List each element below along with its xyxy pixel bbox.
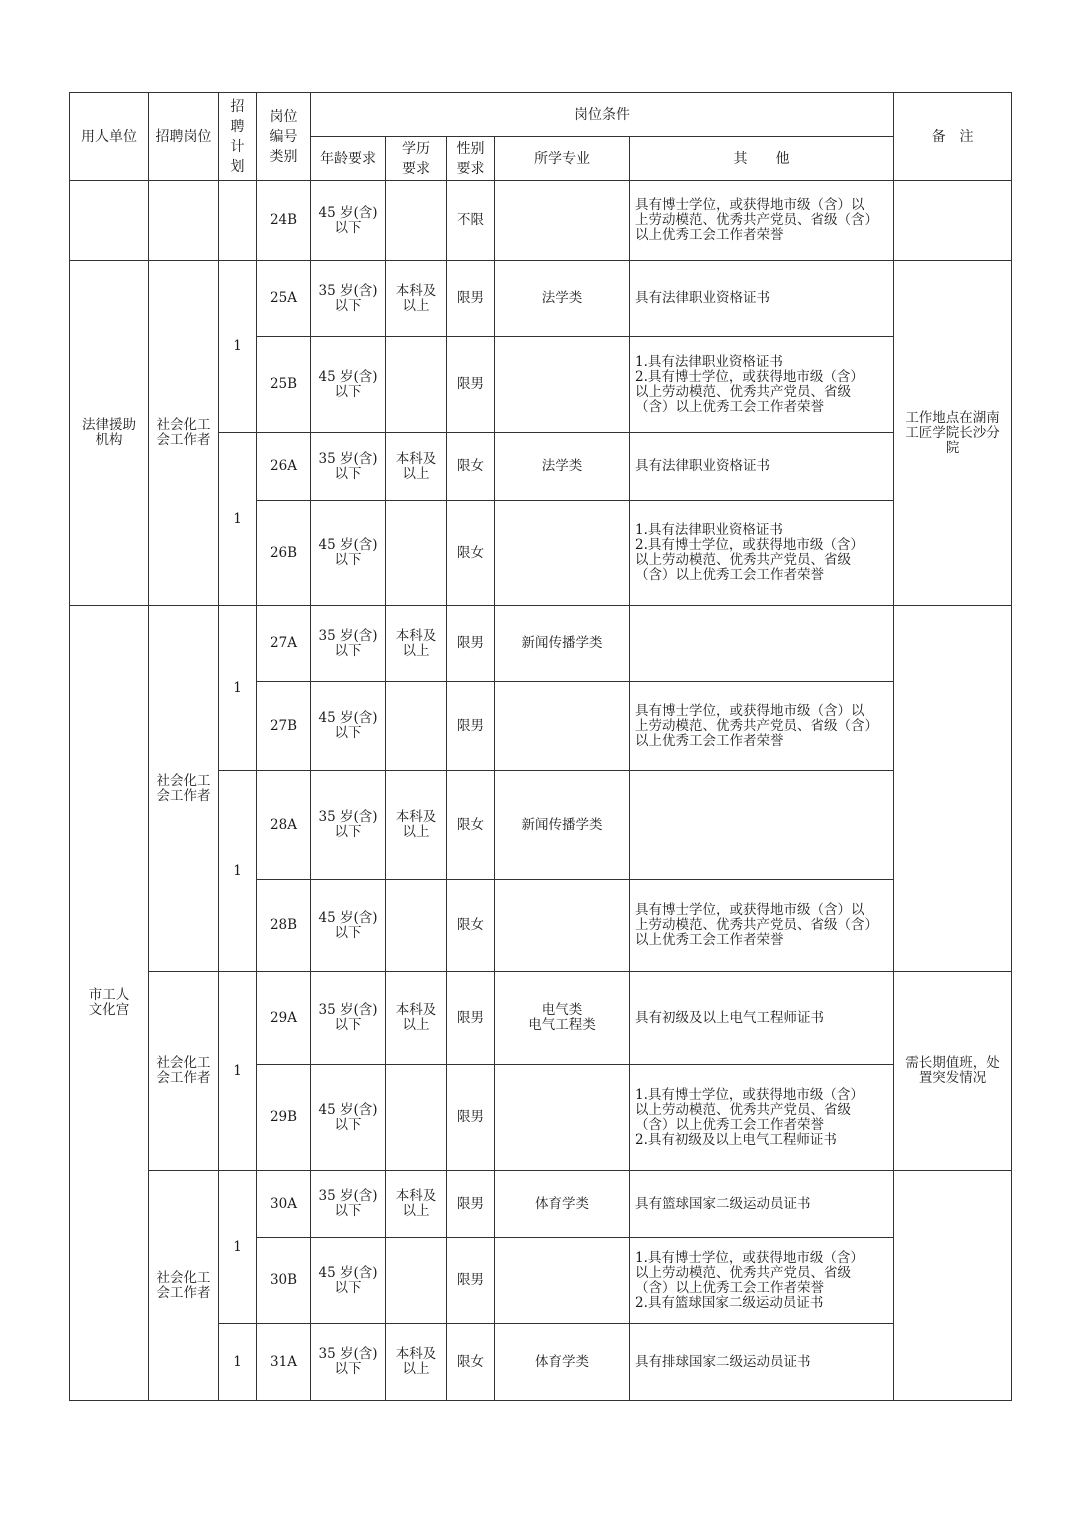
plan-cell: 1 bbox=[219, 433, 257, 606]
major-cell: 电气类 电气工程类 bbox=[495, 972, 630, 1065]
code-cell: 26A bbox=[257, 433, 311, 501]
remark-cell: 工作地点在湖南 工匠学院长沙分 院 bbox=[894, 261, 1012, 606]
major-cell bbox=[495, 880, 630, 972]
code-cell: 28A bbox=[257, 771, 311, 880]
edu-cell bbox=[386, 501, 447, 606]
major-cell bbox=[495, 337, 630, 433]
other-cell: 1.具有博士学位，或获得地市级（含） 以上劳动模范、优秀共产党员、省级 （含）以上优秀工会工作者荣誉 2.具有初级及以上电气工程师证书 bbox=[630, 1065, 894, 1171]
header-gender: 性别 要求 bbox=[447, 137, 495, 181]
major-cell bbox=[495, 1065, 630, 1171]
other-cell bbox=[630, 606, 894, 682]
other-cell: 具有排球国家二级运动员证书 bbox=[630, 1324, 894, 1401]
edu-cell: 本科及 以上 bbox=[386, 771, 447, 880]
gender-cell: 限男 bbox=[447, 337, 495, 433]
edu-cell bbox=[386, 337, 447, 433]
remark-cell bbox=[894, 606, 1012, 972]
other-cell: 具有博士学位，或获得地市级（含）以 上劳动模范、优秀共产党员、省级（含） 以上优秀工会工作者荣誉 bbox=[630, 880, 894, 972]
table-row bbox=[70, 181, 1012, 261]
header-unit: 用人单位 bbox=[70, 93, 149, 181]
age-cell: 45 岁(含) 以下 bbox=[311, 1065, 386, 1171]
plan-cell: 1 bbox=[219, 972, 257, 1171]
edu-cell bbox=[386, 880, 447, 972]
code-cell: 27B bbox=[257, 682, 311, 771]
major-cell: 新闻传播学类 bbox=[495, 771, 630, 880]
major-cell bbox=[495, 1238, 630, 1324]
post-cell: 社会化工 会工作者 bbox=[149, 606, 219, 972]
unit-cell: 市工人 文化宫 bbox=[70, 606, 149, 1401]
other-cell: 1.具有博士学位，或获得地市级（含） 以上劳动模范、优秀共产党员、省级 （含）以上优秀工会工作者荣誉 2.具有篮球国家二级运动员证书 bbox=[630, 1238, 894, 1324]
plan-cell: 1 bbox=[219, 771, 257, 972]
post-cell: 社会化工 会工作者 bbox=[149, 1171, 219, 1401]
code-cell: 25B bbox=[257, 337, 311, 433]
gender-cell: 限男 bbox=[447, 972, 495, 1065]
edu-cell bbox=[386, 1238, 447, 1324]
age-cell: 45 岁(含) 以下 bbox=[311, 1238, 386, 1324]
other-cell: 1.具有法律职业资格证书 2.具有博士学位，或获得地市级（含） 以上劳动模范、优秀共产党员、省级 （含）以上优秀工会工作者荣誉 bbox=[630, 337, 894, 433]
post-cell bbox=[149, 181, 219, 261]
other-cell: 1.具有法律职业资格证书 2.具有博士学位，或获得地市级（含） 以上劳动模范、优秀共产党员、省级 （含）以上优秀工会工作者荣誉 bbox=[630, 501, 894, 606]
major-cell: 新闻传播学类 bbox=[495, 606, 630, 682]
major-cell: 体育学类 bbox=[495, 1171, 630, 1238]
edu-cell: 本科及 以上 bbox=[386, 433, 447, 501]
edu-cell: 本科及 以上 bbox=[386, 972, 447, 1065]
header-edu: 学历 要求 bbox=[386, 137, 447, 181]
header-code: 岗位 编号 类别 bbox=[257, 93, 311, 181]
edu-cell: 本科及 以上 bbox=[386, 1324, 447, 1401]
gender-cell: 限男 bbox=[447, 1238, 495, 1324]
edu-cell: 本科及 以上 bbox=[386, 606, 447, 682]
age-cell: 35 岁(含) 以下 bbox=[311, 1324, 386, 1401]
gender-cell: 限男 bbox=[447, 1171, 495, 1238]
plan-cell: 1 bbox=[219, 1171, 257, 1324]
gender-cell: 限男 bbox=[447, 606, 495, 682]
code-cell: 26B bbox=[257, 501, 311, 606]
age-cell: 35 岁(含) 以下 bbox=[311, 261, 386, 337]
unit-cell: 法律援助 机构 bbox=[70, 261, 149, 606]
age-cell: 45 岁(含) 以下 bbox=[311, 682, 386, 771]
gender-cell: 限女 bbox=[447, 880, 495, 972]
gender-cell: 不限 bbox=[447, 181, 495, 261]
table-row bbox=[70, 1171, 1012, 1238]
code-cell: 30B bbox=[257, 1238, 311, 1324]
edu-cell: 本科及 以上 bbox=[386, 261, 447, 337]
other-cell: 具有篮球国家二级运动员证书 bbox=[630, 1171, 894, 1238]
age-cell: 35 岁(含) 以下 bbox=[311, 433, 386, 501]
major-cell bbox=[495, 181, 630, 261]
table-row bbox=[70, 261, 1012, 337]
unit-cell bbox=[70, 181, 149, 261]
gender-cell: 限女 bbox=[447, 433, 495, 501]
header-major: 所学专业 bbox=[495, 137, 630, 181]
header-other: 其 他 bbox=[630, 137, 894, 181]
table-row bbox=[70, 972, 1012, 1065]
code-cell: 30A bbox=[257, 1171, 311, 1238]
age-cell: 35 岁(含) 以下 bbox=[311, 771, 386, 880]
header-age: 年龄要求 bbox=[311, 137, 386, 181]
code-cell: 25A bbox=[257, 261, 311, 337]
plan-cell bbox=[219, 181, 257, 261]
plan-cell: 1 bbox=[219, 1324, 257, 1401]
edu-cell: 本科及 以上 bbox=[386, 1171, 447, 1238]
major-cell: 法学类 bbox=[495, 433, 630, 501]
edu-cell bbox=[386, 181, 447, 261]
major-cell: 法学类 bbox=[495, 261, 630, 337]
age-cell: 35 岁(含) 以下 bbox=[311, 972, 386, 1065]
recruitment-table bbox=[69, 92, 1012, 1401]
header-plan: 招 聘 计 划 bbox=[219, 93, 257, 181]
age-cell: 35 岁(含) 以下 bbox=[311, 1171, 386, 1238]
gender-cell: 限女 bbox=[447, 1324, 495, 1401]
other-cell: 具有初级及以上电气工程师证书 bbox=[630, 972, 894, 1065]
plan-cell: 1 bbox=[219, 261, 257, 433]
other-cell: 具有博士学位，或获得地市级（含）以 上劳动模范、优秀共产党员、省级（含） 以上优秀工会工作者荣誉 bbox=[630, 682, 894, 771]
other-cell bbox=[630, 771, 894, 880]
gender-cell: 限女 bbox=[447, 771, 495, 880]
code-cell: 31A bbox=[257, 1324, 311, 1401]
post-cell: 社会化工 会工作者 bbox=[149, 972, 219, 1171]
other-cell: 具有法律职业资格证书 bbox=[630, 261, 894, 337]
remark-cell: 需长期值班，处 置突发情况 bbox=[894, 972, 1012, 1171]
code-cell: 27A bbox=[257, 606, 311, 682]
header-remark: 备 注 bbox=[894, 93, 1012, 181]
remark-cell bbox=[894, 181, 1012, 261]
gender-cell: 限男 bbox=[447, 1065, 495, 1171]
major-cell bbox=[495, 501, 630, 606]
edu-cell bbox=[386, 682, 447, 771]
gender-cell: 限男 bbox=[447, 261, 495, 337]
header-post: 招聘岗位 bbox=[149, 93, 219, 181]
table-row bbox=[70, 606, 1012, 682]
code-cell: 29B bbox=[257, 1065, 311, 1171]
age-cell: 45 岁(含) 以下 bbox=[311, 501, 386, 606]
age-cell: 45 岁(含) 以下 bbox=[311, 880, 386, 972]
gender-cell: 限女 bbox=[447, 501, 495, 606]
gender-cell: 限男 bbox=[447, 682, 495, 771]
code-cell: 28B bbox=[257, 880, 311, 972]
major-cell: 体育学类 bbox=[495, 1324, 630, 1401]
other-cell: 具有博士学位，或获得地市级（含）以 上劳动模范、优秀共产党员、省级（含） 以上优秀工会工作者荣誉 bbox=[630, 181, 894, 261]
code-cell: 24B bbox=[257, 181, 311, 261]
other-cell: 具有法律职业资格证书 bbox=[630, 433, 894, 501]
age-cell: 35 岁(含) 以下 bbox=[311, 606, 386, 682]
plan-cell: 1 bbox=[219, 606, 257, 771]
age-cell: 45 岁(含) 以下 bbox=[311, 337, 386, 433]
remark-cell bbox=[894, 1171, 1012, 1401]
post-cell: 社会化工 会工作者 bbox=[149, 261, 219, 606]
header-conditions: 岗位条件 bbox=[311, 93, 894, 137]
major-cell bbox=[495, 682, 630, 771]
edu-cell bbox=[386, 1065, 447, 1171]
code-cell: 29A bbox=[257, 972, 311, 1065]
age-cell: 45 岁(含) 以下 bbox=[311, 181, 386, 261]
